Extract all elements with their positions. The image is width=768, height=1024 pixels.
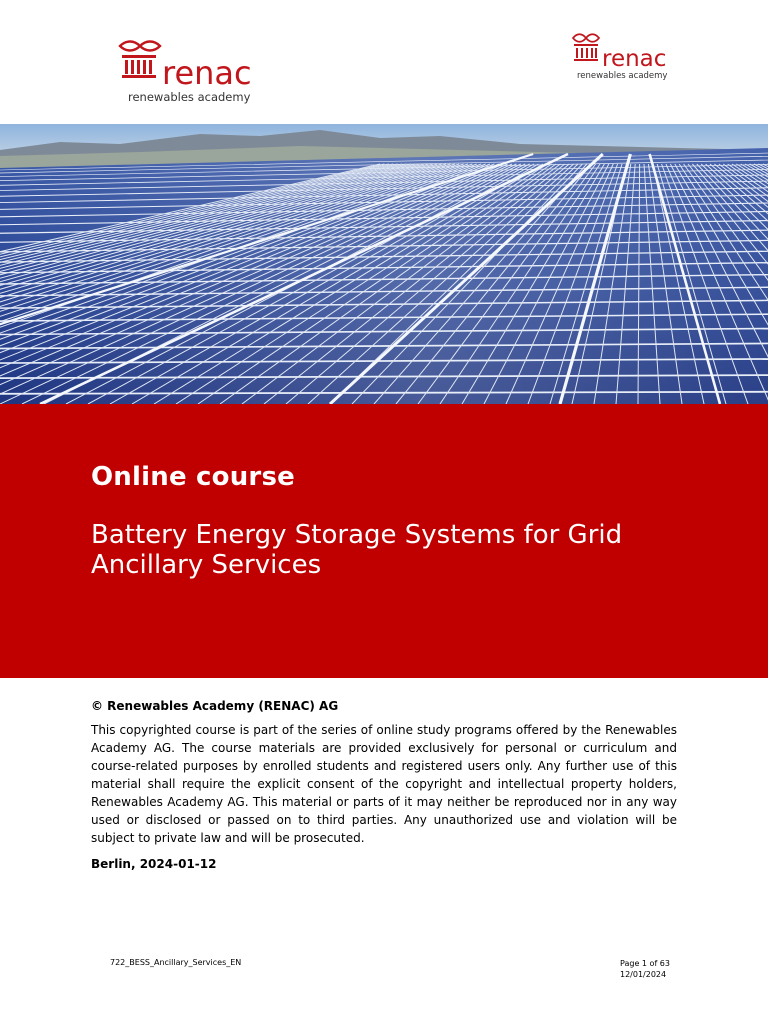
copyright-section <box>91 697 677 873</box>
renac-logo-left <box>118 40 278 106</box>
column-logo-icon <box>120 42 160 79</box>
title-band <box>0 404 768 678</box>
page-number: Page 1 of 63 <box>620 959 670 968</box>
column-logo-icon <box>573 34 599 61</box>
page-info <box>620 958 670 980</box>
document-id: 722_BESS_Ancillary_Services_EN <box>110 958 242 967</box>
place-date: Berlin, 2024-01-12 <box>91 857 217 871</box>
logo-wordmark: renac <box>602 46 667 72</box>
copyright-text: This copyrighted course is part of the series of online study programs offered by the Renewables Academy AG. The course materials are provided exclusively for personal or curriculum and course-related purposes by enrolled students and registered users only. Any further use of this material shall require the explicit consent of the copyright and intellectual property holders, Renewables Academy AG. This material or parts of it may neither be reproduced nor in any way used or disclosed or passed on to third parties. Any unauthorized use and violation will be subject to private law and will be prosecuted. <box>91 723 677 845</box>
course-type-label: Online course <box>91 462 295 492</box>
renac-logo-right <box>571 33 681 81</box>
solar-panel-field-image <box>0 124 768 404</box>
course-title: Battery Energy Storage Systems for Grid Ancillary Services <box>91 520 623 580</box>
logo-wordmark: renac <box>162 54 252 92</box>
footer-date: 12/01/2024 <box>620 970 667 979</box>
copyright-heading: © Renewables Academy (RENAC) AG <box>91 699 339 713</box>
logo-tagline: renewables academy <box>577 71 668 81</box>
logo-tagline: renewables academy <box>128 90 251 104</box>
